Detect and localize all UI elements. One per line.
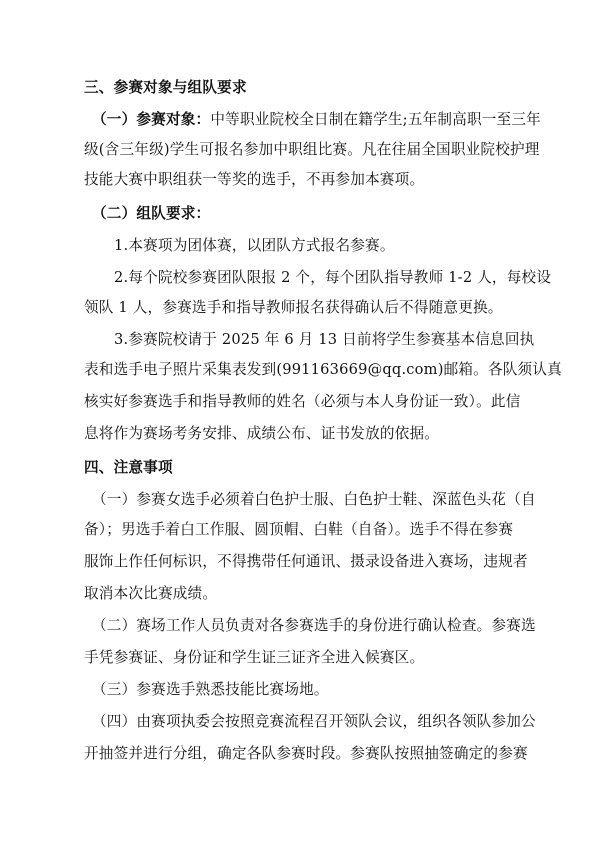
sub1-text-line-2: 级(含三年级)学生可报名参加中职组比赛。凡在往届全国职业院校护理 [84,141,540,158]
sub2-label: （二）组队要求： [92,205,211,222]
sub2-item-3-line-3: 核实好参赛选手和指导教师的姓名（必须与本人身份证一致）。此信 [84,393,521,410]
s4-item-4-line-2: 开抽签并进行分组，确定各队参赛时段。参赛队按照抽签确定的参赛 [84,745,528,762]
sub2-item-3-line-4: 息将作为赛场考务安排、成绩公布、证书发放的依据。 [84,425,440,442]
sub1-first-line [92,110,541,130]
sub2-item-3-line-1: 3.参赛院校请于 2025 年 6 月 13 日前将学生参赛基本信息回执 [114,331,535,348]
sub2-item-1-line-1: 1.本赛项为团体赛，以团队方式报名参赛。 [114,237,395,254]
section-3-heading: 三、参赛对象与组队要求 [84,79,247,96]
s4-item-1-line-3: 服饰上作任何标识，不得携带任何通讯、摄录设备进入赛场，违规者 [84,553,528,570]
s4-item-4-line-1: （四）由赛项执委会按照竞赛流程召开领队会议，组织各领队参加公 [92,713,536,730]
s4-item-3-line-1: （三）参赛选手熟悉技能比赛场地。 [92,681,329,698]
sub2-item-2-line-2: 领队 1 人，参赛选手和指导教师报名获得确认后不得随意更换。 [84,299,503,316]
sub2-item-3-line-2: 表和选手电子照片采集表发到(991163669@qq.com)邮箱。各队须认真 [84,361,562,378]
s4-item-1-line-4: 取消本次比赛成绩。 [84,585,218,602]
s4-item-1-line-2: 备）；男选手着白工作服、圆顶帽、白鞋（自备）。选手不得在参赛 [84,521,514,538]
s4-item-2-line-2: 手凭参赛证、身份证和学生证三证齐全进入候赛区。 [84,649,425,666]
section-4-heading: 四、注意事项 [84,459,173,476]
sub1-label: （一）参赛对象： [92,111,211,128]
sub2-item-2-line-1: 2.每个院校参赛团队限报 2 个，每个团队指导教师 1-2 人，每校设 [114,269,552,286]
sub1-text-line-3: 技能大赛中职组获一等奖的选手，不再参加本赛项。 [84,171,425,188]
sub1-text-line-1: 中等职业院校全日制在籍学生;五年制高职一至三年 [210,111,541,128]
s4-item-2-line-1: （二）赛场工作人员负责对各参赛选手的身份进行确认检查。参赛选 [92,617,536,634]
s4-item-1-line-1: （一）参赛女选手必须着白色护士服、白色护士鞋、深蓝色头花（自 [92,491,536,508]
